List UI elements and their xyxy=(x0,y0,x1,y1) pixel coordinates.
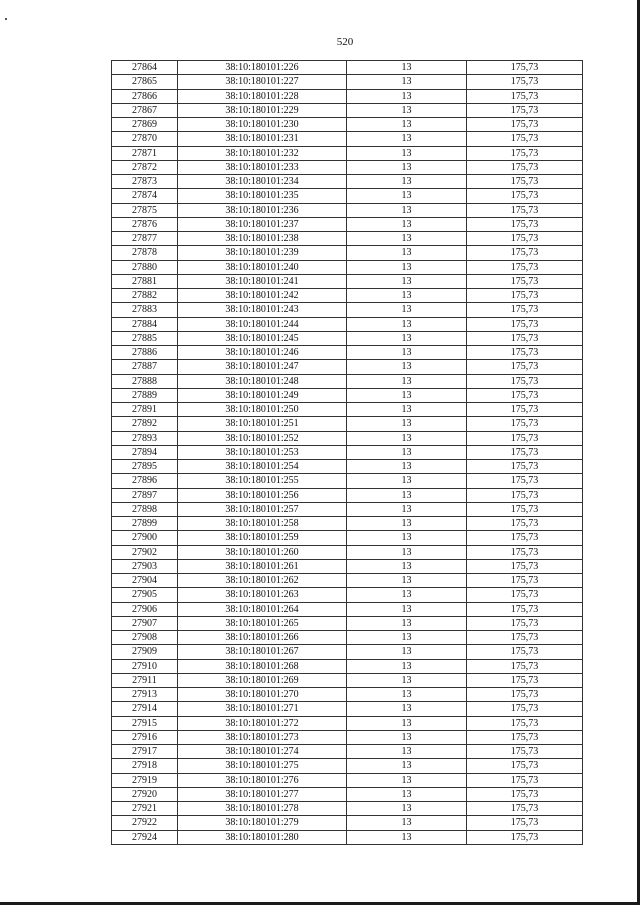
row-number-cell: 27910 xyxy=(112,659,178,673)
cadastral-number-cell: 38:10:180101:280 xyxy=(178,830,347,844)
cadastral-number-cell: 38:10:180101:241 xyxy=(178,274,347,288)
row-number-cell: 27913 xyxy=(112,688,178,702)
value-cell: 175,73 xyxy=(467,502,583,516)
row-number-cell: 27884 xyxy=(112,317,178,331)
cadastral-number-cell: 38:10:180101:228 xyxy=(178,89,347,103)
table-row xyxy=(112,645,583,659)
value-cell: 175,73 xyxy=(467,232,583,246)
row-number-cell: 27887 xyxy=(112,360,178,374)
row-number-cell: 27893 xyxy=(112,431,178,445)
quantity-cell: 13 xyxy=(347,374,467,388)
table-row xyxy=(112,445,583,459)
table-row xyxy=(112,559,583,573)
table-row xyxy=(112,474,583,488)
quantity-cell: 13 xyxy=(347,189,467,203)
value-cell: 175,73 xyxy=(467,745,583,759)
value-cell: 175,73 xyxy=(467,488,583,502)
cadastral-number-cell: 38:10:180101:269 xyxy=(178,673,347,687)
cadastral-number-cell: 38:10:180101:244 xyxy=(178,317,347,331)
table-row xyxy=(112,460,583,474)
quantity-cell: 13 xyxy=(347,403,467,417)
table-row xyxy=(112,759,583,773)
quantity-cell: 13 xyxy=(347,502,467,516)
table-row xyxy=(112,830,583,844)
cadastral-number-cell: 38:10:180101:275 xyxy=(178,759,347,773)
row-number-cell: 27907 xyxy=(112,616,178,630)
table-row xyxy=(112,103,583,117)
quantity-cell: 13 xyxy=(347,545,467,559)
row-number-cell: 27892 xyxy=(112,417,178,431)
value-cell: 175,73 xyxy=(467,716,583,730)
quantity-cell: 13 xyxy=(347,716,467,730)
cadastral-number-cell: 38:10:180101:248 xyxy=(178,374,347,388)
quantity-cell: 13 xyxy=(347,132,467,146)
table-row xyxy=(112,688,583,702)
row-number-cell: 27896 xyxy=(112,474,178,488)
row-number-cell: 27921 xyxy=(112,802,178,816)
quantity-cell: 13 xyxy=(347,531,467,545)
value-cell: 175,73 xyxy=(467,103,583,117)
value-cell: 175,73 xyxy=(467,816,583,830)
cadastral-number-cell: 38:10:180101:251 xyxy=(178,417,347,431)
row-number-cell: 27911 xyxy=(112,673,178,687)
row-number-cell: 27885 xyxy=(112,331,178,345)
table-row xyxy=(112,816,583,830)
cadastral-number-cell: 38:10:180101:261 xyxy=(178,559,347,573)
row-number-cell: 27917 xyxy=(112,745,178,759)
row-number-cell: 27905 xyxy=(112,588,178,602)
table-row xyxy=(112,716,583,730)
quantity-cell: 13 xyxy=(347,431,467,445)
row-number-cell: 27920 xyxy=(112,787,178,801)
row-number-cell: 27909 xyxy=(112,645,178,659)
cadastral-number-cell: 38:10:180101:276 xyxy=(178,773,347,787)
table-row xyxy=(112,175,583,189)
value-cell: 175,73 xyxy=(467,260,583,274)
cadastral-number-cell: 38:10:180101:252 xyxy=(178,431,347,445)
quantity-cell: 13 xyxy=(347,759,467,773)
table-row xyxy=(112,431,583,445)
cadastral-number-cell: 38:10:180101:258 xyxy=(178,517,347,531)
table-row xyxy=(112,217,583,231)
cadastral-number-cell: 38:10:180101:237 xyxy=(178,217,347,231)
quantity-cell: 13 xyxy=(347,160,467,174)
value-cell: 175,73 xyxy=(467,417,583,431)
quantity-cell: 13 xyxy=(347,61,467,75)
cadastral-number-cell: 38:10:180101:246 xyxy=(178,346,347,360)
table-row xyxy=(112,488,583,502)
row-number-cell: 27878 xyxy=(112,246,178,260)
cadastral-number-cell: 38:10:180101:243 xyxy=(178,303,347,317)
table-row xyxy=(112,616,583,630)
value-cell: 175,73 xyxy=(467,559,583,573)
table-row xyxy=(112,61,583,75)
table-row xyxy=(112,303,583,317)
cadastral-number-cell: 38:10:180101:278 xyxy=(178,802,347,816)
table-row xyxy=(112,89,583,103)
row-number-cell: 27867 xyxy=(112,103,178,117)
quantity-cell: 13 xyxy=(347,673,467,687)
row-number-cell: 27900 xyxy=(112,531,178,545)
table-row xyxy=(112,346,583,360)
quantity-cell: 13 xyxy=(347,103,467,117)
quantity-cell: 13 xyxy=(347,346,467,360)
quantity-cell: 13 xyxy=(347,616,467,630)
value-cell: 175,73 xyxy=(467,431,583,445)
row-number-cell: 27906 xyxy=(112,602,178,616)
value-cell: 175,73 xyxy=(467,474,583,488)
value-cell: 175,73 xyxy=(467,602,583,616)
cadastral-number-cell: 38:10:180101:263 xyxy=(178,588,347,602)
value-cell: 175,73 xyxy=(467,631,583,645)
quantity-cell: 13 xyxy=(347,816,467,830)
row-number-cell: 27916 xyxy=(112,730,178,744)
value-cell: 175,73 xyxy=(467,545,583,559)
cadastral-number-cell: 38:10:180101:233 xyxy=(178,160,347,174)
cadastral-number-cell: 38:10:180101:256 xyxy=(178,488,347,502)
quantity-cell: 13 xyxy=(347,574,467,588)
quantity-cell: 13 xyxy=(347,417,467,431)
value-cell: 175,73 xyxy=(467,146,583,160)
row-number-cell: 27873 xyxy=(112,175,178,189)
quantity-cell: 13 xyxy=(347,645,467,659)
value-cell: 175,73 xyxy=(467,203,583,217)
quantity-cell: 13 xyxy=(347,75,467,89)
quantity-cell: 13 xyxy=(347,688,467,702)
table-row xyxy=(112,132,583,146)
value-cell: 175,73 xyxy=(467,289,583,303)
row-number-cell: 27888 xyxy=(112,374,178,388)
value-cell: 175,73 xyxy=(467,517,583,531)
cadastral-number-cell: 38:10:180101:227 xyxy=(178,75,347,89)
quantity-cell: 13 xyxy=(347,445,467,459)
table-row xyxy=(112,531,583,545)
value-cell: 175,73 xyxy=(467,773,583,787)
value-cell: 175,73 xyxy=(467,616,583,630)
quantity-cell: 13 xyxy=(347,289,467,303)
cadastral-number-cell: 38:10:180101:240 xyxy=(178,260,347,274)
row-number-cell: 27881 xyxy=(112,274,178,288)
value-cell: 175,73 xyxy=(467,403,583,417)
value-cell: 175,73 xyxy=(467,659,583,673)
quantity-cell: 13 xyxy=(347,274,467,288)
row-number-cell: 27870 xyxy=(112,132,178,146)
table-row xyxy=(112,574,583,588)
table-row xyxy=(112,274,583,288)
cadastral-number-cell: 38:10:180101:266 xyxy=(178,631,347,645)
quantity-cell: 13 xyxy=(347,388,467,402)
table-row xyxy=(112,545,583,559)
value-cell: 175,73 xyxy=(467,531,583,545)
value-cell: 175,73 xyxy=(467,588,583,602)
value-cell: 175,73 xyxy=(467,787,583,801)
table-row xyxy=(112,745,583,759)
cadastral-number-cell: 38:10:180101:277 xyxy=(178,787,347,801)
quantity-cell: 13 xyxy=(347,517,467,531)
table-row xyxy=(112,246,583,260)
quantity-cell: 13 xyxy=(347,588,467,602)
cadastral-number-cell: 38:10:180101:239 xyxy=(178,246,347,260)
quantity-cell: 13 xyxy=(347,331,467,345)
cadastral-number-cell: 38:10:180101:262 xyxy=(178,574,347,588)
table-row xyxy=(112,502,583,516)
quantity-cell: 13 xyxy=(347,745,467,759)
row-number-cell: 27869 xyxy=(112,118,178,132)
table-row xyxy=(112,730,583,744)
value-cell: 175,73 xyxy=(467,374,583,388)
quantity-cell: 13 xyxy=(347,631,467,645)
table-row xyxy=(112,802,583,816)
row-number-cell: 27889 xyxy=(112,388,178,402)
row-number-cell: 27903 xyxy=(112,559,178,573)
row-number-cell: 27919 xyxy=(112,773,178,787)
cadastral-number-cell: 38:10:180101:268 xyxy=(178,659,347,673)
quantity-cell: 13 xyxy=(347,460,467,474)
value-cell: 175,73 xyxy=(467,688,583,702)
parcel-table xyxy=(111,60,583,845)
value-cell: 175,73 xyxy=(467,574,583,588)
value-cell: 175,73 xyxy=(467,189,583,203)
table-row xyxy=(112,232,583,246)
table-row xyxy=(112,403,583,417)
quantity-cell: 13 xyxy=(347,787,467,801)
table-row xyxy=(112,659,583,673)
cadastral-number-cell: 38:10:180101:234 xyxy=(178,175,347,189)
value-cell: 175,73 xyxy=(467,388,583,402)
row-number-cell: 27874 xyxy=(112,189,178,203)
cadastral-number-cell: 38:10:180101:274 xyxy=(178,745,347,759)
row-number-cell: 27872 xyxy=(112,160,178,174)
row-number-cell: 27895 xyxy=(112,460,178,474)
cadastral-number-cell: 38:10:180101:273 xyxy=(178,730,347,744)
value-cell: 175,73 xyxy=(467,317,583,331)
row-number-cell: 27899 xyxy=(112,517,178,531)
row-number-cell: 27915 xyxy=(112,716,178,730)
cadastral-number-cell: 38:10:180101:231 xyxy=(178,132,347,146)
table-row xyxy=(112,588,583,602)
parcel-table-body xyxy=(112,61,583,845)
value-cell: 175,73 xyxy=(467,175,583,189)
table-row xyxy=(112,189,583,203)
row-number-cell: 27875 xyxy=(112,203,178,217)
value-cell: 175,73 xyxy=(467,759,583,773)
quantity-cell: 13 xyxy=(347,602,467,616)
cadastral-number-cell: 38:10:180101:254 xyxy=(178,460,347,474)
table-row xyxy=(112,331,583,345)
value-cell: 175,73 xyxy=(467,160,583,174)
cadastral-number-cell: 38:10:180101:267 xyxy=(178,645,347,659)
quantity-cell: 13 xyxy=(347,802,467,816)
table-row xyxy=(112,673,583,687)
row-number-cell: 27904 xyxy=(112,574,178,588)
value-cell: 175,73 xyxy=(467,460,583,474)
table-row xyxy=(112,75,583,89)
table-row xyxy=(112,146,583,160)
cadastral-number-cell: 38:10:180101:259 xyxy=(178,531,347,545)
quantity-cell: 13 xyxy=(347,488,467,502)
quantity-cell: 13 xyxy=(347,203,467,217)
cadastral-number-cell: 38:10:180101:236 xyxy=(178,203,347,217)
row-number-cell: 27876 xyxy=(112,217,178,231)
cadastral-number-cell: 38:10:180101:226 xyxy=(178,61,347,75)
quantity-cell: 13 xyxy=(347,702,467,716)
row-number-cell: 27902 xyxy=(112,545,178,559)
value-cell: 175,73 xyxy=(467,118,583,132)
table-row xyxy=(112,787,583,801)
cadastral-number-cell: 38:10:180101:271 xyxy=(178,702,347,716)
quantity-cell: 13 xyxy=(347,260,467,274)
cadastral-number-cell: 38:10:180101:257 xyxy=(178,502,347,516)
row-number-cell: 27865 xyxy=(112,75,178,89)
row-number-cell: 27918 xyxy=(112,759,178,773)
quantity-cell: 13 xyxy=(347,474,467,488)
quantity-cell: 13 xyxy=(347,146,467,160)
value-cell: 175,73 xyxy=(467,132,583,146)
quantity-cell: 13 xyxy=(347,830,467,844)
quantity-cell: 13 xyxy=(347,559,467,573)
table-row xyxy=(112,289,583,303)
value-cell: 175,73 xyxy=(467,802,583,816)
row-number-cell: 27914 xyxy=(112,702,178,716)
value-cell: 175,73 xyxy=(467,445,583,459)
value-cell: 175,73 xyxy=(467,360,583,374)
row-number-cell: 27886 xyxy=(112,346,178,360)
value-cell: 175,73 xyxy=(467,217,583,231)
table-row xyxy=(112,702,583,716)
quantity-cell: 13 xyxy=(347,360,467,374)
row-number-cell: 27897 xyxy=(112,488,178,502)
cadastral-number-cell: 38:10:180101:235 xyxy=(178,189,347,203)
cadastral-number-cell: 38:10:180101:245 xyxy=(178,331,347,345)
row-number-cell: 27924 xyxy=(112,830,178,844)
quantity-cell: 13 xyxy=(347,659,467,673)
value-cell: 175,73 xyxy=(467,75,583,89)
value-cell: 175,73 xyxy=(467,89,583,103)
quantity-cell: 13 xyxy=(347,303,467,317)
quantity-cell: 13 xyxy=(347,246,467,260)
value-cell: 175,73 xyxy=(467,274,583,288)
value-cell: 175,73 xyxy=(467,346,583,360)
value-cell: 175,73 xyxy=(467,830,583,844)
row-number-cell: 27898 xyxy=(112,502,178,516)
value-cell: 175,73 xyxy=(467,331,583,345)
value-cell: 175,73 xyxy=(467,246,583,260)
row-number-cell: 27864 xyxy=(112,61,178,75)
quantity-cell: 13 xyxy=(347,730,467,744)
row-number-cell: 27866 xyxy=(112,89,178,103)
cadastral-number-cell: 38:10:180101:242 xyxy=(178,289,347,303)
quantity-cell: 13 xyxy=(347,89,467,103)
table-row xyxy=(112,203,583,217)
table-row xyxy=(112,602,583,616)
table-row xyxy=(112,260,583,274)
cadastral-number-cell: 38:10:180101:232 xyxy=(178,146,347,160)
table-row xyxy=(112,773,583,787)
cadastral-number-cell: 38:10:180101:255 xyxy=(178,474,347,488)
cadastral-number-cell: 38:10:180101:260 xyxy=(178,545,347,559)
quantity-cell: 13 xyxy=(347,175,467,189)
value-cell: 175,73 xyxy=(467,702,583,716)
table-row xyxy=(112,317,583,331)
row-number-cell: 27877 xyxy=(112,232,178,246)
row-number-cell: 27871 xyxy=(112,146,178,160)
value-cell: 175,73 xyxy=(467,730,583,744)
row-number-cell: 27922 xyxy=(112,816,178,830)
cadastral-number-cell: 38:10:180101:250 xyxy=(178,403,347,417)
row-number-cell: 27882 xyxy=(112,289,178,303)
table-row xyxy=(112,631,583,645)
row-number-cell: 27883 xyxy=(112,303,178,317)
scan-speck xyxy=(5,18,7,20)
page-number: 520 xyxy=(336,36,354,48)
row-number-cell: 27891 xyxy=(112,403,178,417)
cadastral-number-cell: 38:10:180101:230 xyxy=(178,118,347,132)
value-cell: 175,73 xyxy=(467,673,583,687)
table-row xyxy=(112,417,583,431)
cadastral-number-cell: 38:10:180101:229 xyxy=(178,103,347,117)
row-number-cell: 27880 xyxy=(112,260,178,274)
value-cell: 175,73 xyxy=(467,61,583,75)
table-row xyxy=(112,160,583,174)
cadastral-number-cell: 38:10:180101:264 xyxy=(178,602,347,616)
table-row xyxy=(112,360,583,374)
quantity-cell: 13 xyxy=(347,773,467,787)
cadastral-number-cell: 38:10:180101:238 xyxy=(178,232,347,246)
row-number-cell: 27908 xyxy=(112,631,178,645)
quantity-cell: 13 xyxy=(347,217,467,231)
cadastral-number-cell: 38:10:180101:265 xyxy=(178,616,347,630)
table-row xyxy=(112,118,583,132)
quantity-cell: 13 xyxy=(347,118,467,132)
quantity-cell: 13 xyxy=(347,232,467,246)
cadastral-number-cell: 38:10:180101:272 xyxy=(178,716,347,730)
row-number-cell: 27894 xyxy=(112,445,178,459)
table-row xyxy=(112,517,583,531)
value-cell: 175,73 xyxy=(467,303,583,317)
table-row xyxy=(112,374,583,388)
cadastral-number-cell: 38:10:180101:253 xyxy=(178,445,347,459)
cadastral-number-cell: 38:10:180101:247 xyxy=(178,360,347,374)
cadastral-number-cell: 38:10:180101:249 xyxy=(178,388,347,402)
value-cell: 175,73 xyxy=(467,645,583,659)
parcel-table-container xyxy=(111,60,582,845)
quantity-cell: 13 xyxy=(347,317,467,331)
cadastral-number-cell: 38:10:180101:279 xyxy=(178,816,347,830)
table-row xyxy=(112,388,583,402)
cadastral-number-cell: 38:10:180101:270 xyxy=(178,688,347,702)
